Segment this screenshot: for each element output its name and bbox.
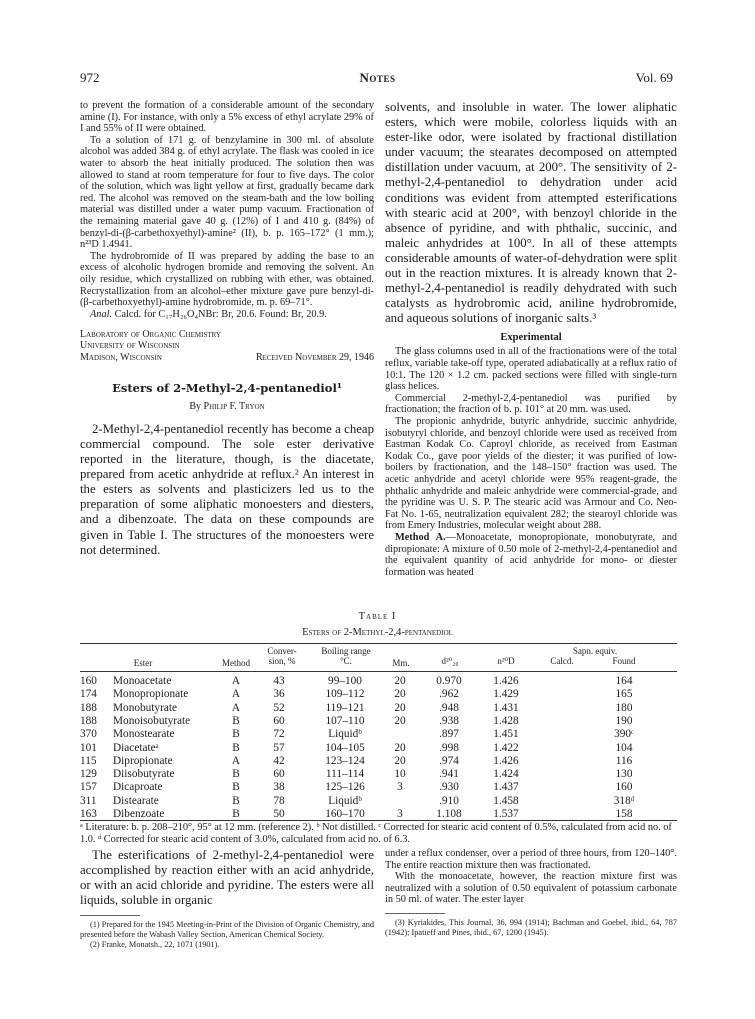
- cell-sapn-found: 116: [615, 754, 633, 767]
- cell-density: .930: [439, 781, 459, 794]
- analysis-line: [80, 309, 374, 321]
- th-conv-1: Conver-: [267, 646, 297, 656]
- cell-mm: 10: [394, 768, 406, 781]
- th-bp-2: °C.: [340, 656, 352, 666]
- cell-mm: 20: [394, 675, 406, 687]
- th-found: Found: [612, 656, 636, 666]
- th-mm: Mm.: [392, 658, 410, 668]
- paragraph: With the monoacetate, however, the reaction mixture first was neutralized with a solution of 0.50 equivalent of potassium carbonate in 50 ml. of water. The ester layer: [385, 871, 677, 906]
- cell-refractive-index: 1.426: [493, 675, 519, 687]
- table-rule: [80, 820, 677, 821]
- cell-conversion: 43: [273, 675, 285, 687]
- paragraph: under a reflux condenser, over a period of three hours, from 120–140°. The entire reaction mixture then was fractionated.: [385, 848, 677, 871]
- right-column: [385, 100, 677, 578]
- method-paragraph: [385, 532, 677, 578]
- cell-method: B: [232, 741, 240, 754]
- cell-method: B: [232, 781, 240, 794]
- cell-sapn-calcd: 157: [80, 781, 97, 794]
- cell-refractive-index: 1.426: [493, 754, 519, 767]
- cell-ester: Dicaproate: [113, 781, 163, 794]
- cell-density: .948: [439, 701, 459, 714]
- cell-sapn-calcd: 101: [80, 741, 97, 754]
- cell-method: B: [232, 768, 240, 781]
- cell-sapn-found: 158: [615, 808, 633, 820]
- table-row: [80, 675, 677, 689]
- running-head: Notes: [359, 70, 396, 85]
- cell-conversion: 78: [273, 794, 285, 807]
- cell-boiling-range: Liquidᵇ: [328, 728, 362, 741]
- cell-sapn-found: 160: [615, 781, 633, 794]
- cell-method: B: [232, 794, 240, 807]
- cell-conversion: 36: [273, 688, 285, 701]
- affiliation-line: Madison, Wisconsin: [80, 351, 162, 363]
- page-number: 972: [80, 70, 100, 85]
- table-row: [80, 795, 677, 809]
- cell-method: A: [231, 701, 241, 714]
- cell-boiling-range: 104–105: [325, 741, 365, 754]
- th-density: d²⁰₂₀: [441, 656, 459, 666]
- volume-label: Vol. 69: [635, 70, 673, 85]
- table-rule: [80, 643, 677, 644]
- cell-method: A: [231, 688, 241, 701]
- footnote: (1) Prepared for the 1945 Meeting-in-Print of the Division of Organic Chemistry, and presented before the Wabash Valley Section, American Chemical Society.: [80, 920, 374, 940]
- paragraph: to prevent the formation of a considerable amount of the secondary amine (I). For instance, with only a 5% excess of ethyl acrylate 29% of I and 55% of II were obtained.: [80, 100, 374, 135]
- cell-sapn-calcd: 163: [80, 808, 97, 820]
- affiliation-line: University of Wisconsin: [80, 340, 180, 352]
- bottom-right-column: [385, 848, 677, 938]
- cell-refractive-index: 1.458: [493, 794, 519, 807]
- cell-density: .941: [439, 768, 459, 781]
- cell-ester: Distearate: [113, 794, 159, 807]
- cell-mm: 3: [397, 781, 403, 794]
- table-row: [80, 702, 677, 716]
- cell-boiling-range: 109–112: [325, 688, 365, 701]
- cell-mm: 20: [394, 741, 406, 754]
- affiliation: [80, 329, 374, 363]
- method-label: Method A.: [395, 531, 446, 543]
- cell-density: 0.970: [436, 675, 462, 687]
- paragraph: The esterifications of 2-methyl-2,4-pentanediol were accomplished by reaction either with an acid anhydride, or with an acid chloride and pyridine. The esters were all liquids, soluble in organic: [80, 848, 374, 908]
- cell-sapn-calcd: 160: [80, 675, 97, 687]
- cell-ester: Monostearate: [113, 728, 175, 741]
- cell-method: B: [232, 728, 240, 741]
- method-text: —Monoacetate, monopropionate, monobutyrate, and dipropionate: A mixture of 0.50 mole of 2-methyl-2,4-pentanediol and the equivalent quantity of acid anhydride for mono- or diester formation was heated: [385, 531, 677, 578]
- cell-refractive-index: 1.422: [493, 741, 519, 754]
- anal-text: Calcd. for C₁₇H₂₆O₄NBr: Br, 20.6. Found: Br, 20.9.: [114, 308, 327, 320]
- cell-mm: 20: [394, 701, 406, 714]
- cell-sapn-found: 165: [615, 688, 633, 701]
- cell-boiling-range: 160–170: [325, 808, 365, 820]
- cell-sapn-calcd: 188: [80, 701, 97, 714]
- table-row: [80, 688, 677, 702]
- article-title: Esters of 2-Methyl-2,4-pentanediol¹: [112, 380, 342, 395]
- th-sapn: Sapn. equiv.: [572, 646, 618, 656]
- cell-ester: Monopropionate: [113, 688, 189, 701]
- cell-conversion: 52: [273, 701, 285, 714]
- cell-mm: 20: [394, 754, 406, 767]
- cell-boiling-range: 111–114: [325, 768, 365, 781]
- cell-sapn-calcd: 115: [80, 754, 97, 767]
- cell-refractive-index: 1.428: [493, 714, 519, 727]
- cell-refractive-index: 1.537: [493, 808, 519, 820]
- cell-sapn-found: 390ᶜ: [614, 728, 634, 741]
- paragraph: The glass columns used in all of the fractionations were of the total reflux, variable take-off type, operated adiabatically at a reflux ratio of 10:1. The 120 × 1.2 cm. packed sections were filled with single-turn glass helices.: [385, 346, 677, 393]
- cell-conversion: 60: [273, 714, 285, 727]
- byline: [80, 401, 374, 412]
- cell-ester: Dibenzoate: [113, 808, 165, 820]
- cell-ester: Monoacetate: [113, 675, 172, 687]
- table-row: [80, 755, 677, 769]
- affiliation-line: Laboratory of Organic Chemistry: [80, 329, 221, 341]
- th-refractive-index: n²⁰D: [497, 656, 515, 666]
- table-row: [80, 715, 677, 729]
- table-row: [80, 742, 677, 756]
- cell-boiling-range: 107–110: [325, 714, 365, 727]
- author-name: Philip F. Tryon: [203, 400, 265, 412]
- table-rule: [80, 671, 677, 672]
- paragraph: Commercial 2-methyl-2,4-pentanediol was purified by fractionation; the fraction of b. p. 101° at 20 mm. was used.: [385, 392, 677, 416]
- footnote: (2) Franke, Monatsh., 22, 1071 (1901).: [90, 940, 220, 950]
- paragraph: The propionic anhydride, butyric anhydride, succinic anhydride, isobutyryl chloride, and benzoyl chloride were used as received from Eastman Kodak Co. Caproyl chloride, as received from Eastman Kodak Co., gave poor yields of the diester; it was purified of low-boilers by fractionation, and the 148–150° fraction was used. The acetic anhydride and acetyl chloride were 95% reagent-grade, the phthalic anhydride and maleic anhydride were commercial-grade, and the pyridine was U. S. P. The stearic acid was Armour and Co. Neo-Fat No. 1-65, neutralization equivalent 282; the stearoyl chloride was from Emery Industries, molecular weight about 288.: [385, 415, 677, 532]
- cell-boiling-range: 125–126: [325, 781, 365, 794]
- cell-ester: Monobutyrate: [113, 701, 178, 714]
- cell-sapn-calcd: 370: [80, 728, 97, 741]
- cell-boiling-range: 123–124: [325, 754, 365, 767]
- cell-sapn-calcd: 311: [80, 794, 97, 807]
- cell-sapn-found: 104: [615, 741, 633, 754]
- cell-refractive-index: 1.437: [493, 781, 519, 794]
- table-row: [80, 781, 677, 795]
- footnote: (3) Kyriakides, This Journal, 36, 994 (1914); Bachman and Goebel, ibid., 64, 787 (1942); Ipatieff and Pines, ibid., 67, 1200 (1945).: [385, 917, 677, 937]
- paragraph: The hydrobromide of II was prepared by adding the base to an excess of alcoholic hydrogen bromide and removing the solvent. An oily residue, which crystallized on rubbing with ether, was obtained. Recrystallization from an alcohol–ether mixture gave pure benzyl-di-(β-carbethoxyethyl)-amine hydrobromide, m. p. 69–71°.: [80, 250, 374, 309]
- byline-by: By: [189, 400, 202, 412]
- paragraph: solvents, and insoluble in water. The lower aliphatic esters, which were mobile, colorless liquids with an ester-like odor, were isolated by fractional distillation under vacuum; the stearates decomposed on attempted distillation under vacuum, at 200°. The sensitivity of 2-methyl-2,4-pentanediol to dehydration under acid conditions was evident from attempted esterifications with stearic acid at 200°, with benzoyl chloride in the absence of pyridine, and with phthalic, succinic, and maleic anhydrides at 100°. In all of these attempts considerable amounts of water-of-dehydration were split out in the reaction mixtures. It is already known that 2-methyl-2,4-pentanediol is readily dehydrated with such catalysts as hydrobromic acid, aniline hydrobromide, and aqueous solutions of inorganic salts.³: [385, 100, 677, 326]
- cell-method: B: [232, 714, 240, 727]
- cell-density: .974: [439, 754, 459, 767]
- th-calcd: Calcd.: [550, 656, 574, 666]
- cell-density: .938: [439, 714, 459, 727]
- cell-conversion: 60: [273, 768, 285, 781]
- paragraph: To a solution of 171 g. of benzylamine in 300 ml. of absolute alcohol was added 384 g. of ethyl acrylate. The flask was cooled in ice water to absorb the heat initially produced. The solution then was allowed to stand at room temperature for four to five days. The color of the solution, which was light yellow at first, gradually became dark red. The alcohol was removed on the steam-bath and the low boiling material was distilled under a water pump vacuum. Fractionation of the remaining material gave 40 g. (12%) of I and 410 g. (84%) of benzyl-di-(β-carbethoxyethyl)-amine² (II), b. p. 165–172° (1 mm.); n²³D 1.4941.: [80, 134, 374, 251]
- cell-boiling-range: Liquidᵇ: [328, 794, 362, 807]
- cell-sapn-calcd: 188: [80, 714, 97, 727]
- cell-sapn-found: 180: [615, 701, 633, 714]
- table-row: [80, 728, 677, 742]
- cell-conversion: 50: [273, 808, 285, 820]
- footnote-rule: [385, 913, 445, 914]
- cell-refractive-index: 1.424: [493, 768, 519, 781]
- cell-conversion: 72: [273, 728, 285, 741]
- cell-density: .998: [439, 741, 459, 754]
- footnote-rule: [80, 915, 140, 916]
- experimental-heading: Experimental: [500, 332, 562, 344]
- table-subtitle: Esters of 2-Methyl-2,4-pentanediol: [302, 627, 453, 638]
- anal-label: Anal.: [90, 308, 113, 320]
- cell-method: A: [231, 675, 241, 687]
- th-conv-2: sion, %: [268, 656, 296, 666]
- cell-refractive-index: 1.431: [493, 701, 519, 714]
- cell-boiling-range: 119–121: [325, 701, 365, 714]
- cell-sapn-found: 318ᵈ: [613, 794, 635, 807]
- left-column: [80, 100, 374, 558]
- received-date: Received November 29, 1946: [255, 351, 374, 363]
- cell-boiling-range: 99–100: [328, 675, 362, 687]
- table-caption: Table I: [358, 611, 397, 622]
- cell-ester: Diacetateᵃ: [113, 741, 159, 754]
- table-row: [80, 768, 677, 782]
- cell-conversion: 57: [273, 741, 285, 754]
- intro-paragraph: 2-Methyl-2,4-pentanediol recently has become a cheap commercial compound. The sole ester derivative reported in the literature, though, is the diacetate, prepared from acetic anhydride at reflux.² An interest in the esters as solvents and plasticizers led us to the preparation of some aliphatic monoesters and diesters, and a dibenzoate. The data on these compounds are given in Table I. The structures of the monoesters were not determined.: [80, 421, 374, 557]
- cell-ester: Monoisobutyrate: [113, 714, 191, 727]
- cell-mm: 20: [394, 688, 406, 701]
- th-method: Method: [222, 658, 250, 668]
- th-ester: Ester: [133, 658, 153, 668]
- table-footnotes: ᵃ Literature: b. p. 208–210°, 95° at 12 mm. (reference 2). ᵇ Not distilled. ᶜ Corrected for stearic acid content of 0.5%, calculated from acid no. of 1.0. ᵈ Corrected for stearic acid content of 3.0%, calculated from acid no. of 6.3.: [80, 822, 672, 845]
- cell-conversion: 38: [273, 781, 285, 794]
- cell-density: .910: [439, 794, 459, 807]
- th-bp-1: Boiling range: [321, 646, 371, 656]
- bottom-left-column: [80, 848, 374, 950]
- cell-density: 1.108: [436, 808, 462, 820]
- cell-ester: Dipropionate: [113, 754, 173, 767]
- cell-ester: Diisobutyrate: [113, 768, 175, 781]
- cell-refractive-index: 1.451: [493, 728, 519, 741]
- cell-mm: 20: [394, 714, 406, 727]
- cell-conversion: 42: [273, 754, 285, 767]
- cell-sapn-found: 190: [615, 714, 633, 727]
- cell-method: B: [232, 808, 240, 820]
- cell-method: A: [231, 754, 241, 767]
- cell-density: .962: [439, 688, 459, 701]
- cell-refractive-index: 1.429: [493, 688, 519, 701]
- cell-mm: 3: [397, 808, 403, 820]
- cell-density: .897: [439, 728, 459, 741]
- cell-sapn-calcd: 129: [80, 768, 97, 781]
- cell-sapn-found: 164: [615, 675, 633, 687]
- cell-sapn-calcd: 174: [80, 688, 97, 701]
- cell-sapn-found: 130: [615, 768, 633, 781]
